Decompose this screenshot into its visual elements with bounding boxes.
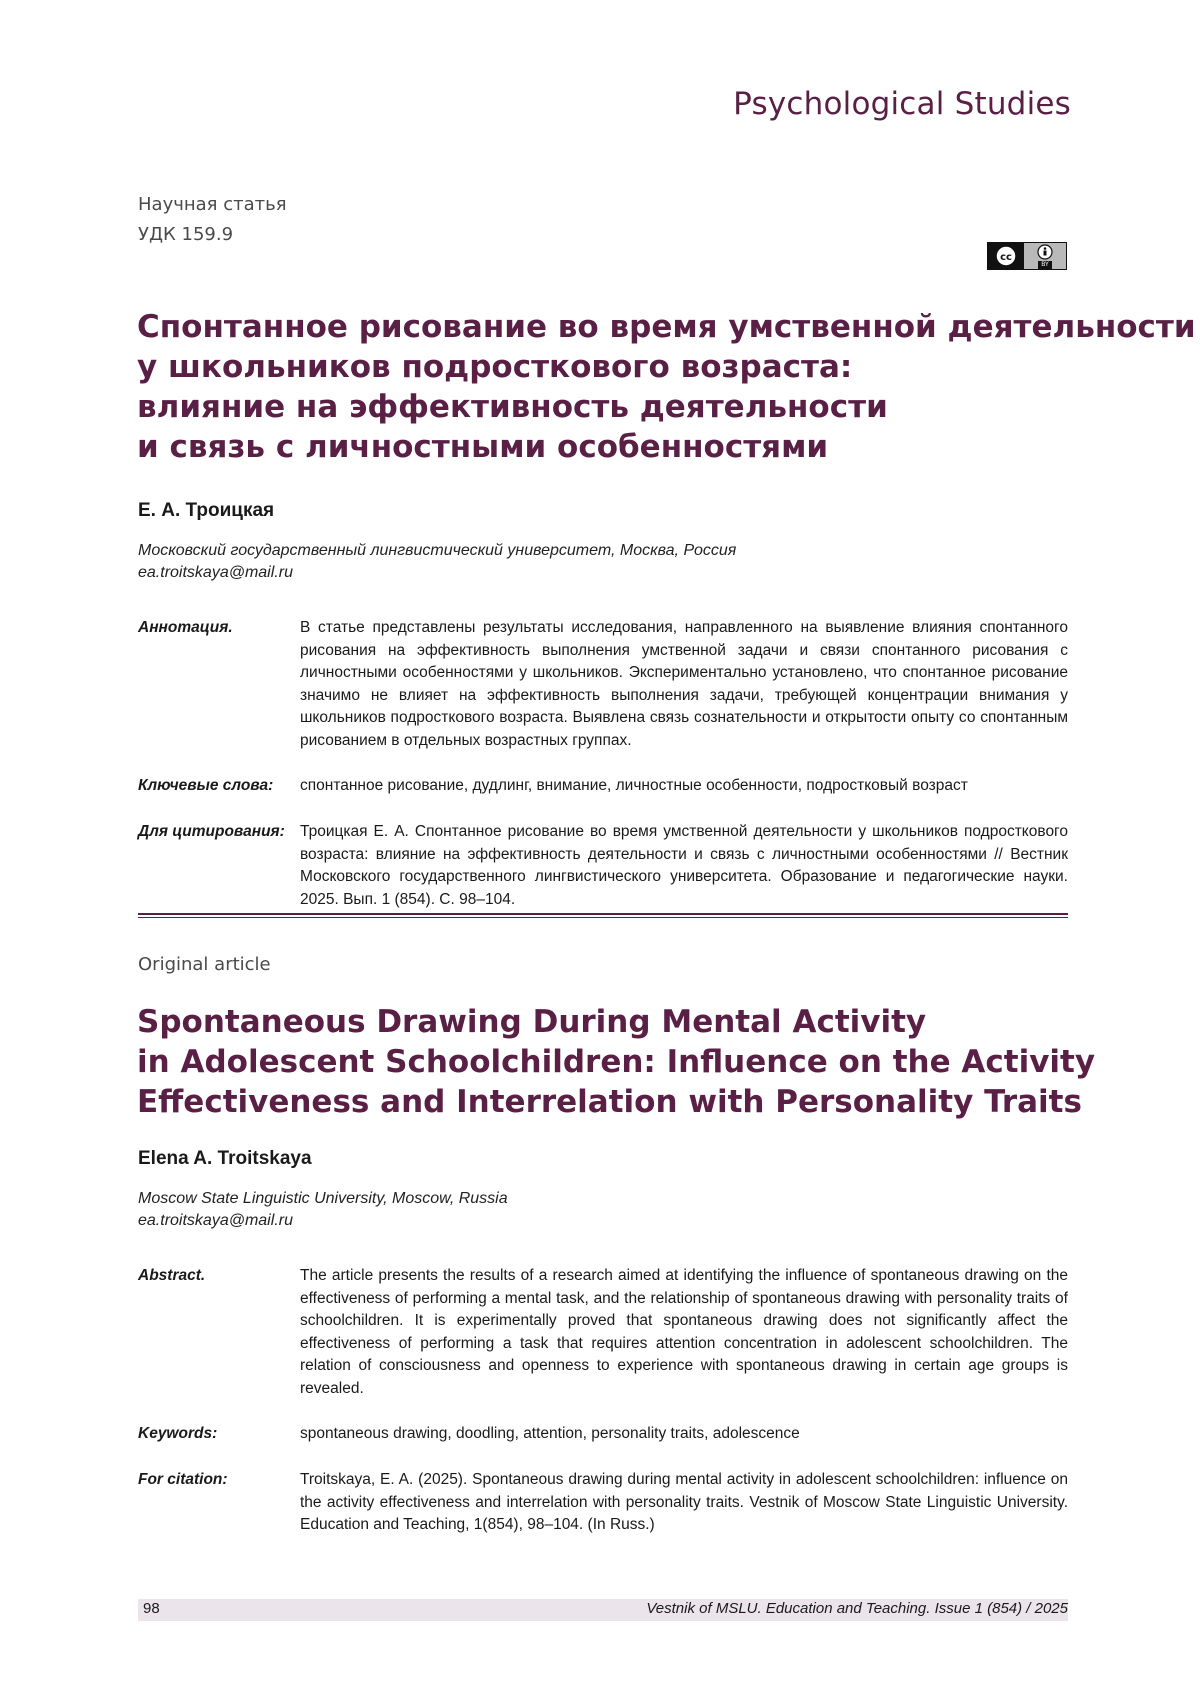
citation-label: For citation: — [138, 1469, 228, 1492]
cc-by-license-badge[interactable] — [987, 242, 1067, 270]
license-by-label: BY — [1038, 261, 1051, 269]
author-email: ea.troitskaya@mail.ru — [138, 1210, 508, 1232]
svg-text:cc: cc — [1000, 252, 1012, 263]
article-type: Научная статья — [138, 194, 287, 215]
affiliation-text: Московский государственный лингвистический университет, Москва, Россия — [138, 540, 736, 562]
cc-icon — [988, 243, 1024, 269]
keywords-ru — [138, 775, 1068, 799]
title-line: и связь с личностными особенностями — [137, 427, 1087, 467]
affiliation-text: Moscow State Linguistic University, Moscow, Russia — [138, 1188, 508, 1210]
abstract-label: Аннотация. — [138, 617, 233, 640]
keywords-label: Keywords: — [138, 1423, 217, 1446]
citation-text: Troitskaya, E. A. (2025). Spontaneous drawing during mental activity in adolescent schoolchildren: influence on the activity effectiveness and interrelation with personality traits. Vestnik of Moscow State Linguistic University. Education and Teaching, 1(854), 98–104. (In Russ.) — [300, 1469, 1068, 1537]
keywords-label: Ключевые слова: — [138, 775, 273, 798]
title-line: Effectiveness and Interrelation with Personality Traits — [137, 1082, 1087, 1122]
title-line: in Adolescent Schoolchildren: Influence on the Activity — [137, 1042, 1087, 1082]
section-title: Psychological Studies — [733, 86, 1071, 122]
abstract-en — [138, 1265, 1068, 1401]
affiliation-ru — [138, 540, 736, 584]
author-email: ea.troitskaya@mail.ru — [138, 562, 736, 584]
keywords-text: spontaneous drawing, doodling, attention, personality traits, adolescence — [300, 1423, 1068, 1446]
citation-en — [138, 1469, 1068, 1539]
article-title-ru — [137, 307, 1087, 467]
author-name-ru: Е. А. Троицкая — [138, 500, 274, 522]
abstract-text: В статье представлены результаты исследования, направленного на выявление влияния спонтанного рисования на эффективность выполнения умственной задачи и связи спонтанного рисования с личностными особенностями у школьников. Экспериментально установлено, что спонтанное рисование значимо не влияет на эффективность выполнения задачи, требующей концентрации внимания у школьников подросткового возраста. Выявлена связь сознательности и открытости опыту со спонтанным рисованием в отдельных возрастных группах. — [300, 617, 1068, 752]
person-icon — [1037, 244, 1053, 260]
title-line: влияние на эффективность деятельности — [137, 387, 1087, 427]
udk-code: УДК 159.9 — [138, 224, 233, 245]
article-title-en — [137, 1002, 1087, 1122]
section-divider — [138, 913, 1068, 918]
title-line: Спонтанное рисование во время умственной деятельности — [137, 307, 1087, 347]
page-number: 98 — [143, 1600, 160, 1617]
abstract-text: The article presents the results of a research aimed at identifying the influence of spontaneous drawing on the effectiveness of performing a mental task, and the relationship of spontaneous drawing with personality traits of schoolchildren. It is experimentally proved that spontaneous drawing does not significantly affect the effectiveness of performing a task that requires attention concentration in adolescent schoolchildren. The relation of consciousness and openness to experience with spontaneous drawing in certain age groups is revealed. — [300, 1265, 1068, 1400]
citation-text: Троицкая Е. А. Спонтанное рисование во время умственной деятельности у школьников подросткового возраста: влияние на эффективность деятельности и связь с личностными особенностями // Вестник Московского государственного лингвистического университета. Образование и педагогические науки. 2025. Вып. 1 (854). С. 98–104. — [300, 821, 1068, 911]
journal-name: Vestnik of MSLU. Education and Teaching. Issue 1 (854) / 2025 — [646, 1600, 1068, 1617]
abstract-ru — [138, 617, 1068, 753]
author-name-en: Elena A. Troitskaya — [138, 1148, 312, 1170]
citation-label: Для цитирования: — [138, 821, 285, 844]
abstract-label: Abstract. — [138, 1265, 205, 1288]
affiliation-en — [138, 1188, 508, 1232]
citation-ru — [138, 821, 1068, 911]
article-type-en: Original article — [138, 954, 271, 975]
title-line: Spontaneous Drawing During Mental Activity — [137, 1002, 1087, 1042]
keywords-en — [138, 1423, 1068, 1447]
title-line: у школьников подросткового возраста: — [137, 347, 1087, 387]
keywords-text: спонтанное рисование, дудлинг, внимание, личностные особенности, подростковый возраст — [300, 775, 1068, 798]
